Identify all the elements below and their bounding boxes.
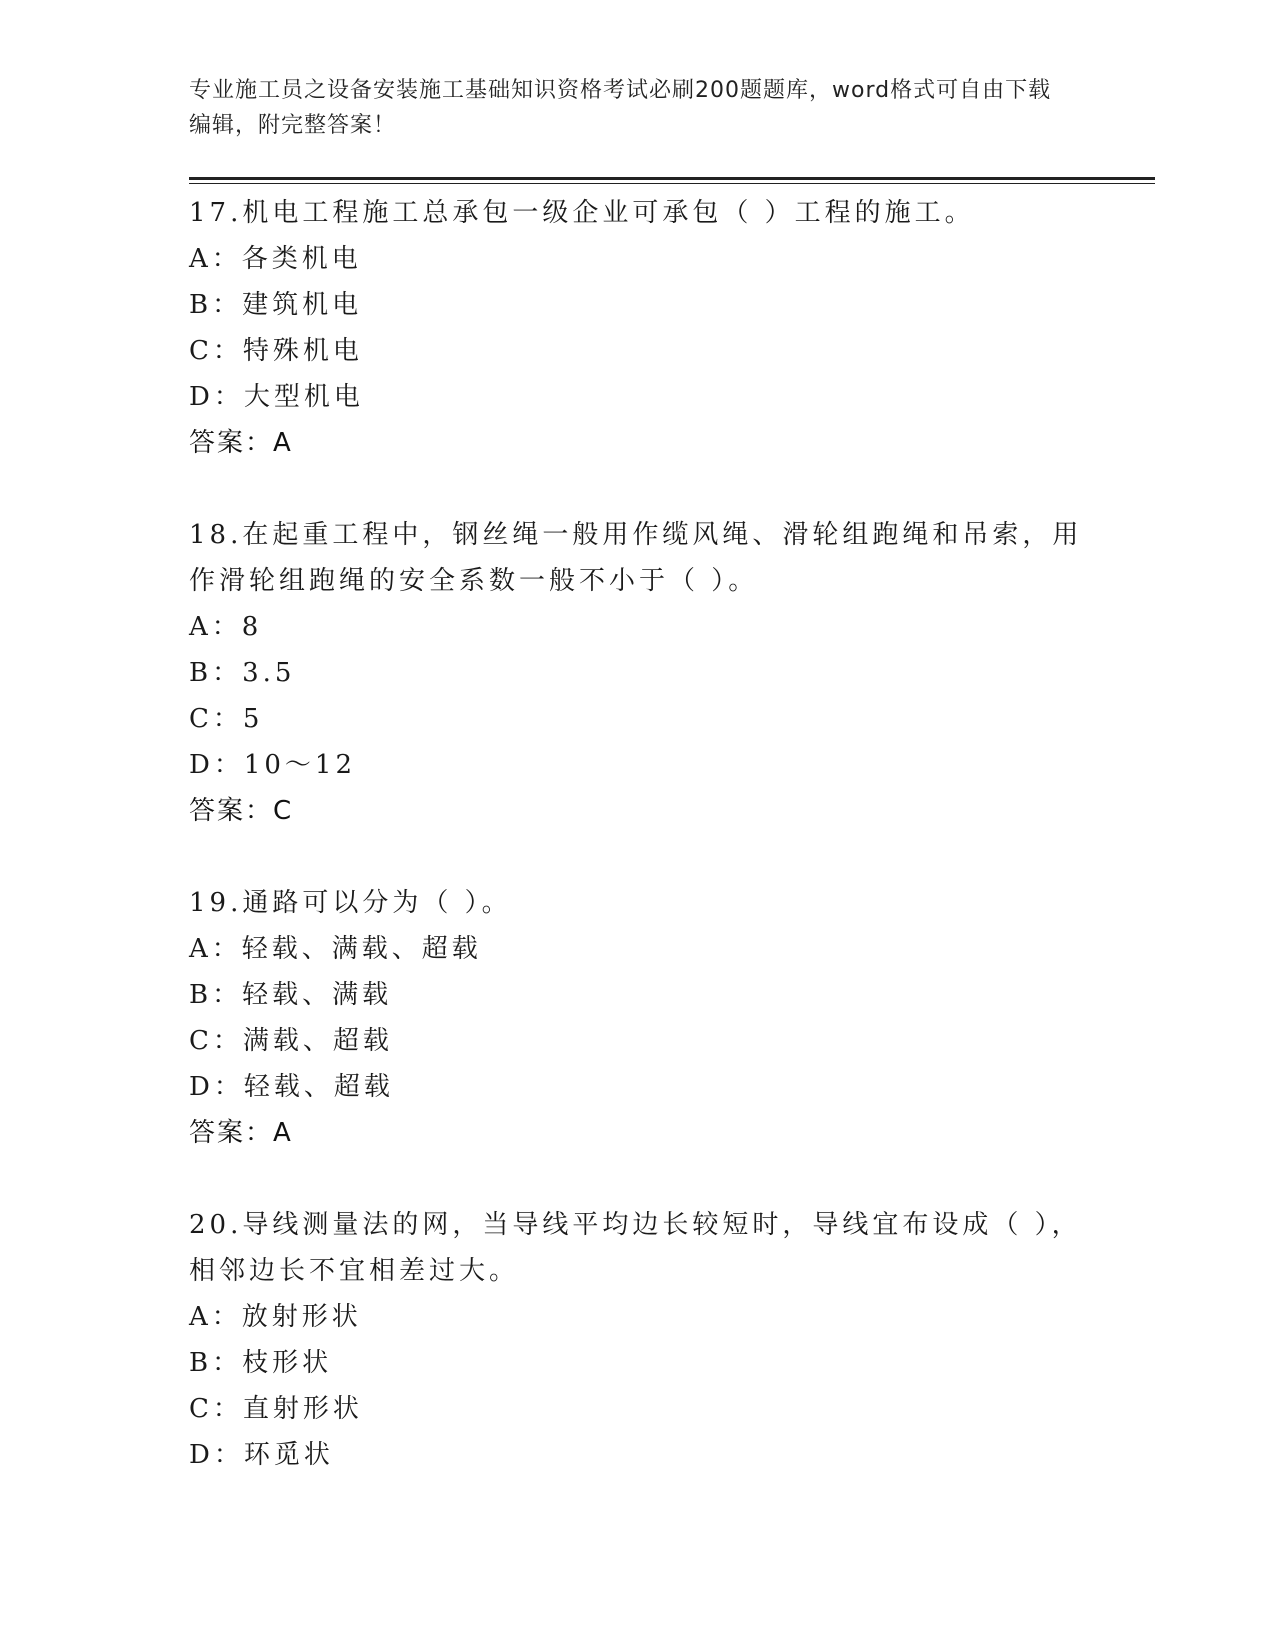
option-a: A：轻载、满载、超载 <box>189 934 482 964</box>
question-stem: 20.导线测量法的网，当导线平均边长较短时，导线宜布设成（ ），相邻边长不宜相差过大。 <box>189 1210 1082 1286</box>
option-d: D：大型机电 <box>189 382 364 412</box>
question-stem: 18.在起重工程中，钢丝绳一般用作缆风绳、滑轮组跑绳和吊索，用作滑轮组跑绳的安全系数一般不小于（ ）。 <box>189 520 1083 596</box>
document-header: 专业施工员之设备安装施工基础知识资格考试必刷200题题库，word格式可自由下载编辑，附完整答案！ <box>189 78 1052 138</box>
header-divider-thin <box>189 183 1155 184</box>
option-a: A：8 <box>189 612 263 642</box>
option-b: B：建筑机电 <box>189 290 363 320</box>
question-stem: 19.通路可以分为（ ）。 <box>189 888 512 918</box>
option-c: C：满载、超载 <box>189 1026 393 1056</box>
question-17 <box>189 190 1089 466</box>
header-divider-thick <box>189 177 1155 180</box>
option-b: B：轻载、满载 <box>189 980 393 1010</box>
option-a: A：放射形状 <box>189 1302 362 1332</box>
option-d: D：环觅状 <box>189 1440 334 1470</box>
option-c: C：5 <box>189 704 264 734</box>
question-20 <box>189 1202 1089 1478</box>
option-b: B：枝形状 <box>189 1348 333 1378</box>
option-d: D：轻载、超载 <box>189 1072 394 1102</box>
option-a: A：各类机电 <box>189 244 362 274</box>
question-19 <box>189 880 1089 1156</box>
answer: 答案：A <box>189 1118 293 1148</box>
answer: 答案：A <box>189 428 293 458</box>
option-d: D：10～12 <box>189 750 357 780</box>
question-18 <box>189 512 1089 834</box>
option-c: C：直射形状 <box>189 1394 363 1424</box>
question-list <box>189 190 1089 1524</box>
option-b: B：3.5 <box>189 658 296 688</box>
question-stem: 17.机电工程施工总承包一级企业可承包（ ）工程的施工。 <box>189 198 975 228</box>
option-c: C：特殊机电 <box>189 336 363 366</box>
answer: 答案：C <box>189 796 294 826</box>
